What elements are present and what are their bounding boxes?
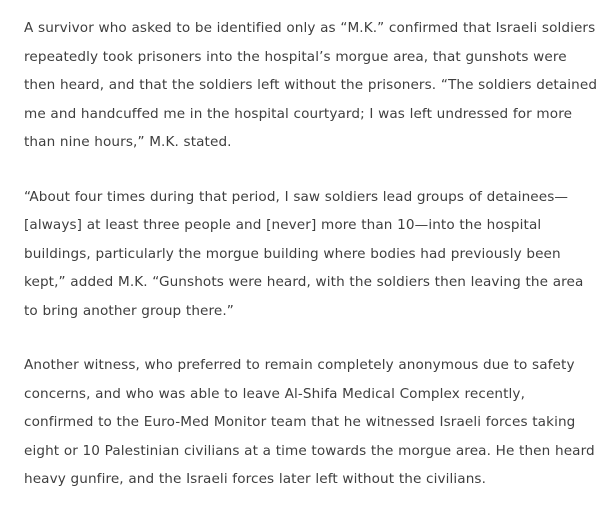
- article-paragraph-3: Another witness, who preferred to remain completely anonymous due to safety concerns, and who was able to leave Al-Shifa Medical Complex recently, confirmed to the Euro-Med Monitor team that he witnessed Israeli forces taking eight or 10 Palestinian civilians at a time towards the morgue area. He then heard heavy gunfire, and the Israeli forces later left without the civilians.: [24, 357, 595, 487]
- article-paragraph-1: A survivor who asked to be identified only as “M.K.” confirmed that Israeli soldiers repeatedly took prisoners into the hospital’s morgue area, that gunshots were then heard, and that the soldiers left without the prisoners. “The soldiers detained me and handcuffed me in the hospital courtyard; I was left undressed for more than nine hours,” M.K. stated.: [24, 20, 598, 150]
- article-paragraph-2: “About four times during that period, I saw soldiers lead groups of detainees—[always] at least three people and [never] more than 10—into the hospital buildings, particularly the morgue building where bodies had previously been kept,” added M.K. “Gunshots were heard, with the soldiers then leaving the area to bring another group there.”: [24, 188, 584, 319]
